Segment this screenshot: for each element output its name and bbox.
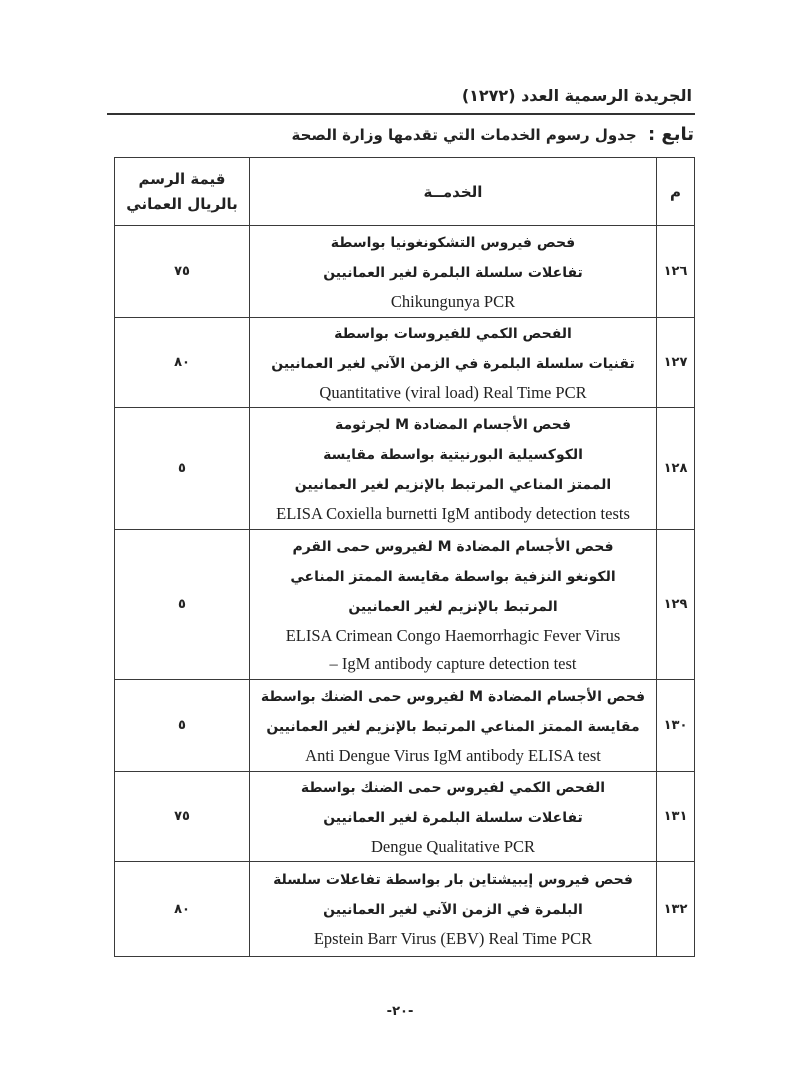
service-arabic-line: البلمرة في الزمن الآني لغير العمانيين bbox=[323, 902, 583, 918]
service-arabic-line: فحص الأجسام المضادة M لجرثومة bbox=[334, 416, 572, 433]
fee-value: ٧٥ bbox=[115, 226, 250, 318]
service-english-line: ELISA Crimean Congo Haemorrhagic Fever Virus bbox=[285, 625, 621, 645]
fees-table bbox=[114, 157, 695, 957]
service-arabic-line: فحص الأجسام المضادة M لفيروس حمى الضنك بواسطة bbox=[260, 688, 646, 705]
fee-header-line1: قيمة الرسم bbox=[138, 169, 226, 188]
table-row bbox=[115, 680, 695, 772]
service-arabic-line: الفحص الكمي لفيروس حمى الضنك بواسطة bbox=[300, 779, 606, 796]
service-description bbox=[250, 318, 657, 408]
table-row bbox=[115, 772, 695, 862]
service-description bbox=[250, 408, 657, 530]
service-english-line: – IgM antibody capture detection test bbox=[329, 653, 577, 673]
fee-value: ٨٠ bbox=[115, 318, 250, 408]
caption-text: جدول رسوم الخدمات التي تقدمها وزارة الصحة bbox=[291, 126, 637, 144]
table-row bbox=[115, 318, 695, 408]
fee-header-line2: بالريال العماني bbox=[126, 194, 238, 213]
row-number: ١٢٧ bbox=[657, 318, 695, 408]
service-arabic-line: فحص الأجسام المضادة M لفيروس حمى القرم bbox=[292, 538, 614, 555]
service-arabic-line: تفاعلات سلسلة البلمرة لغير العمانيين bbox=[323, 264, 583, 281]
service-arabic-line: تفاعلات سلسلة البلمرة لغير العمانيين bbox=[323, 809, 583, 826]
service-arabic-line: تقنيات سلسلة البلمرة في الزمن الآني لغير العمانيين bbox=[271, 355, 635, 372]
service-english-line: Anti Dengue Virus IgM antibody ELISA test bbox=[305, 745, 601, 765]
gazette-header-title: الجريدة الرسمية العدد (١٢٧٢) bbox=[461, 86, 692, 105]
table-row bbox=[115, 408, 695, 530]
row-number: ١٢٨ bbox=[657, 408, 695, 530]
service-english-line: Chikungunya PCR bbox=[390, 291, 516, 311]
row-number: ١٣٢ bbox=[657, 862, 695, 957]
table-row bbox=[115, 226, 695, 318]
service-arabic-line: الفحص الكمي للفيروسات بواسطة bbox=[334, 325, 572, 342]
fee-value: ٧٥ bbox=[115, 772, 250, 862]
service-arabic-line: فحص فيروس التشكونغونيا بواسطة bbox=[330, 234, 576, 251]
service-arabic-line: المرتبط بالإنزيم لغير العمانيين bbox=[348, 598, 558, 615]
fee-value: ٥ bbox=[115, 408, 250, 530]
service-description bbox=[250, 680, 657, 772]
service-arabic-line: فحص فيروس إيبيشتاين بار بواسطة تفاعلات سلسلة bbox=[273, 872, 633, 888]
service-description bbox=[250, 226, 657, 318]
service-arabic-line: الممتز المناعي المرتبط بالإنزيم لغير العمانيين bbox=[294, 476, 612, 493]
row-number: ١٢٦ bbox=[657, 226, 695, 318]
service-arabic-line: الكونغو النزفية بواسطة مقايسة الممتز المناعي bbox=[290, 568, 616, 585]
table-row bbox=[115, 862, 695, 957]
table-row bbox=[115, 530, 695, 680]
row-number: ١٣١ bbox=[657, 772, 695, 862]
service-english-line: Quantitative (viral load) Real Time PCR bbox=[319, 382, 587, 402]
service-description bbox=[250, 530, 657, 680]
table-caption bbox=[292, 124, 695, 145]
fee-value: ٥ bbox=[115, 680, 250, 772]
column-header-number: م bbox=[657, 158, 695, 226]
header-divider bbox=[107, 113, 695, 115]
page-number: -٢٠- bbox=[386, 1004, 414, 1019]
service-english-line: Epstein Barr Virus (EBV) Real Time PCR bbox=[313, 929, 593, 948]
row-number: ١٢٩ bbox=[657, 530, 695, 680]
service-english-line: Dengue Qualitative PCR bbox=[370, 836, 536, 856]
fee-value: ٨٠ bbox=[115, 862, 250, 957]
service-english-line: ELISA Coxiella burnetti IgM antibody detection tests bbox=[276, 503, 630, 523]
fee-value: ٥ bbox=[115, 530, 250, 680]
table-header-row bbox=[115, 158, 695, 226]
column-header-fee bbox=[115, 158, 250, 226]
caption-lead: تابع : bbox=[647, 124, 694, 145]
service-arabic-line: مقايسة الممتز المناعي المرتبط بالإنزيم لغير العمانيين bbox=[266, 718, 640, 735]
service-description bbox=[250, 862, 657, 957]
service-arabic-line: الكوكسيلية البورنيتية بواسطة مقايسة bbox=[323, 446, 583, 463]
column-header-service: الخدمــة bbox=[250, 158, 657, 226]
row-number: ١٣٠ bbox=[657, 680, 695, 772]
service-description bbox=[250, 772, 657, 862]
